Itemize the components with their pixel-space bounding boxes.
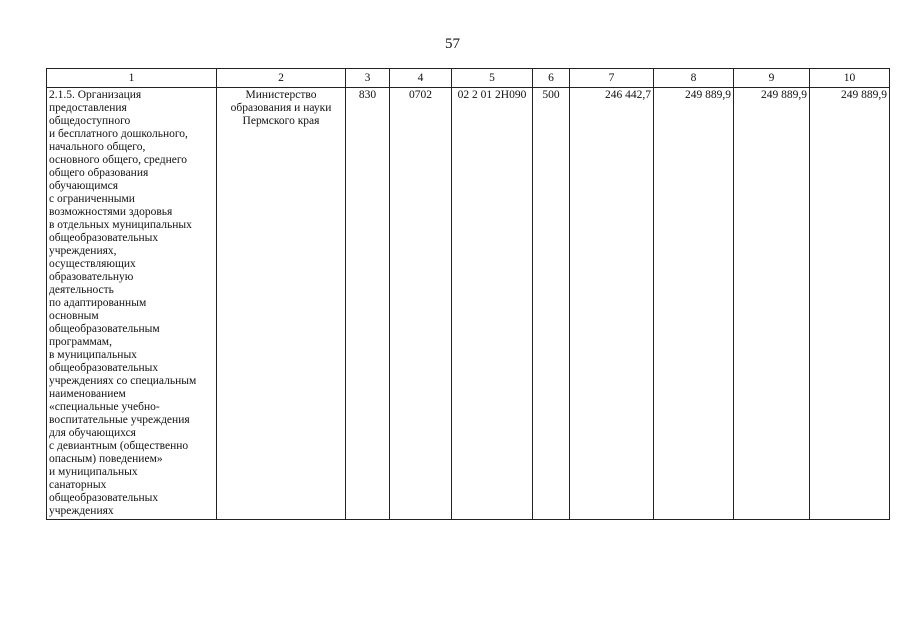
column-header-10: 10 [810,69,890,88]
code-5-cell: 02 2 01 2Н090 [452,88,533,520]
code-4-cell: 0702 [390,88,452,520]
administrator-cell: Министерство образования и науки Пермского края [217,88,346,520]
page-number: 57 [445,36,460,52]
code-6-cell: 500 [533,88,570,520]
column-header-2: 2 [217,69,346,88]
table-row [47,88,890,520]
measure-description-cell: 2.1.5. Организация предоставления общедоступного и бесплатного дошкольного, начального общего, основного общего, среднего общего образования обучающимся с ограниченными возможностями здоровья в отдельных муниципальных общеобразовательных учреждениях, осуществляющих образовательную деятельность по адаптированным основным общеобразовательным программам, в муниципальных общеобразовательных учреждениях со специальным наименованием «специальные учебно- воспитательные учреждения для обучающихся с девиантным (общественно опасным) поведением» и муниципальных санаторных общеобразовательных учреждениях [47,88,217,520]
value-10-cell: 249 889,9 [810,88,890,520]
budget-table [46,68,890,520]
column-header-8: 8 [654,69,734,88]
column-header-3: 3 [346,69,390,88]
column-header-6: 6 [533,69,570,88]
table-header-row [47,69,890,88]
value-8-cell: 249 889,9 [654,88,734,520]
column-header-1: 1 [47,69,217,88]
column-header-7: 7 [570,69,654,88]
code-3-cell: 830 [346,88,390,520]
column-header-4: 4 [390,69,452,88]
column-header-9: 9 [734,69,810,88]
column-header-5: 5 [452,69,533,88]
value-7-cell: 246 442,7 [570,88,654,520]
value-9-cell: 249 889,9 [734,88,810,520]
